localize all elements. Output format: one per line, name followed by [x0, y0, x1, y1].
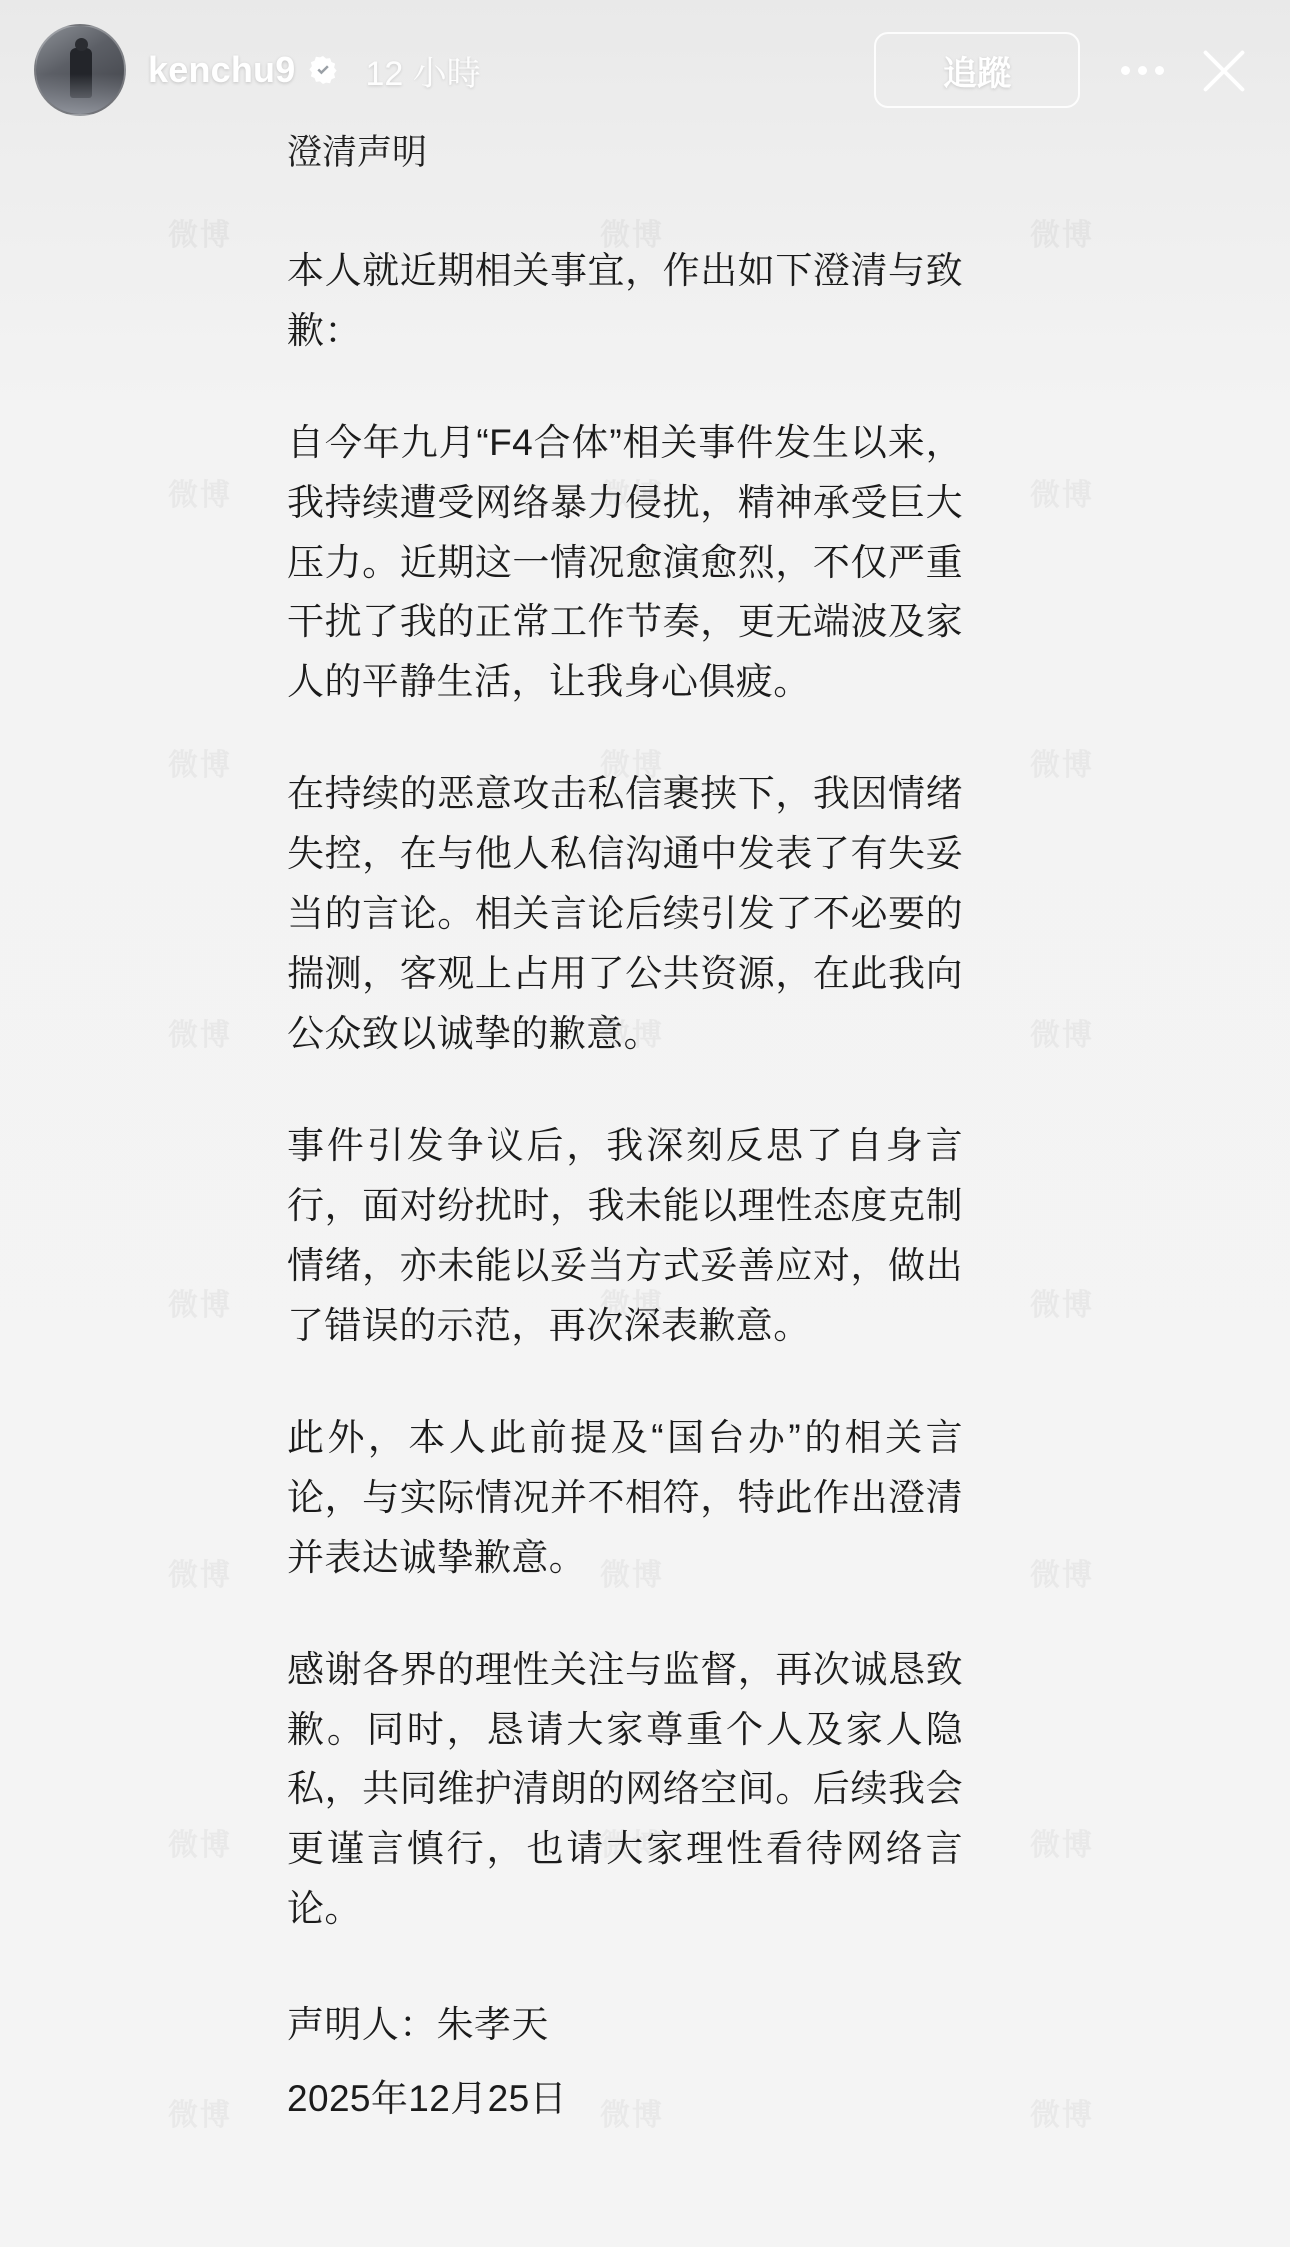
watermark: [1030, 470, 1094, 514]
timestamp: 12 小時: [365, 54, 481, 93]
watermark: [1030, 1280, 1094, 1324]
watermark: [168, 470, 232, 514]
watermark: [1030, 1010, 1094, 1054]
username[interactable]: kenchu9: [148, 49, 296, 90]
statement-paragraph: 此外，本人此前提及“国台办”的相关言论，与实际情况并不相符，特此作出澄清并表达诚挚歉意。: [287, 1416, 963, 1578]
statement-paragraph: 自今年九月“F4合体”相关事件发生以来，我持续遭受网络暴力侵扰，精神承受巨大压力。近期这一情况愈演愈烈，不仅严重干扰了我的正常工作节奏，更无端波及家人的平静生活，让我身心俱疲。: [287, 421, 963, 703]
statement-paragraph: 本人就近期相关事宜，作出如下澄清与致歉：: [287, 249, 963, 351]
watermark: [168, 2090, 232, 2134]
watermark: [168, 1820, 232, 1864]
watermark: [1030, 210, 1094, 254]
verified-badge-icon: [307, 54, 339, 86]
watermark: [1030, 1820, 1094, 1864]
statement-paragraph: 事件引发争议后，我深刻反思了自身言行，面对纷扰时，我未能以理性态度克制情绪，亦未能以妥当方式妥善应对，做出了错误的示范，再次深表歉意。: [287, 1125, 963, 1346]
avatar-head: [75, 38, 88, 51]
watermark: [168, 210, 232, 254]
follow-button[interactable]: 追蹤: [874, 32, 1080, 108]
statement-signer: 声明人：朱孝天: [287, 2004, 549, 2046]
close-icon[interactable]: [1192, 38, 1256, 102]
watermark: [168, 1010, 232, 1054]
statement-date: 2025年12月25日: [287, 2078, 568, 2120]
watermark: [1030, 2090, 1094, 2134]
statement-card: [225, 0, 1025, 2247]
statement-title: 澄清声明: [287, 133, 428, 172]
watermark: [168, 740, 232, 784]
avatar[interactable]: [34, 24, 126, 116]
more-options-icon[interactable]: [1114, 42, 1170, 98]
avatar-glow: [36, 74, 126, 114]
statement-paragraph: 感谢各界的理性关注与监督，再次诚恳致歉。同时，恳请大家尊重个人及家人隐私，共同维护清朗的网络空间。后续我会更谨言慎行，也请大家理性看待网络言论。: [287, 1648, 963, 1930]
watermark: [1030, 740, 1094, 784]
story-header: [0, 0, 1290, 140]
watermark: [168, 1550, 232, 1594]
watermark: [168, 1280, 232, 1324]
watermark: [1030, 1550, 1094, 1594]
statement-paragraph: 在持续的恶意攻击私信裹挟下，我因情绪失控，在与他人私信沟通中发表了有失妥当的言论。相关言论后续引发了不必要的揣测，客观上占用了公共资源，在此我向公众致以诚挚的歉意。: [287, 773, 963, 1055]
